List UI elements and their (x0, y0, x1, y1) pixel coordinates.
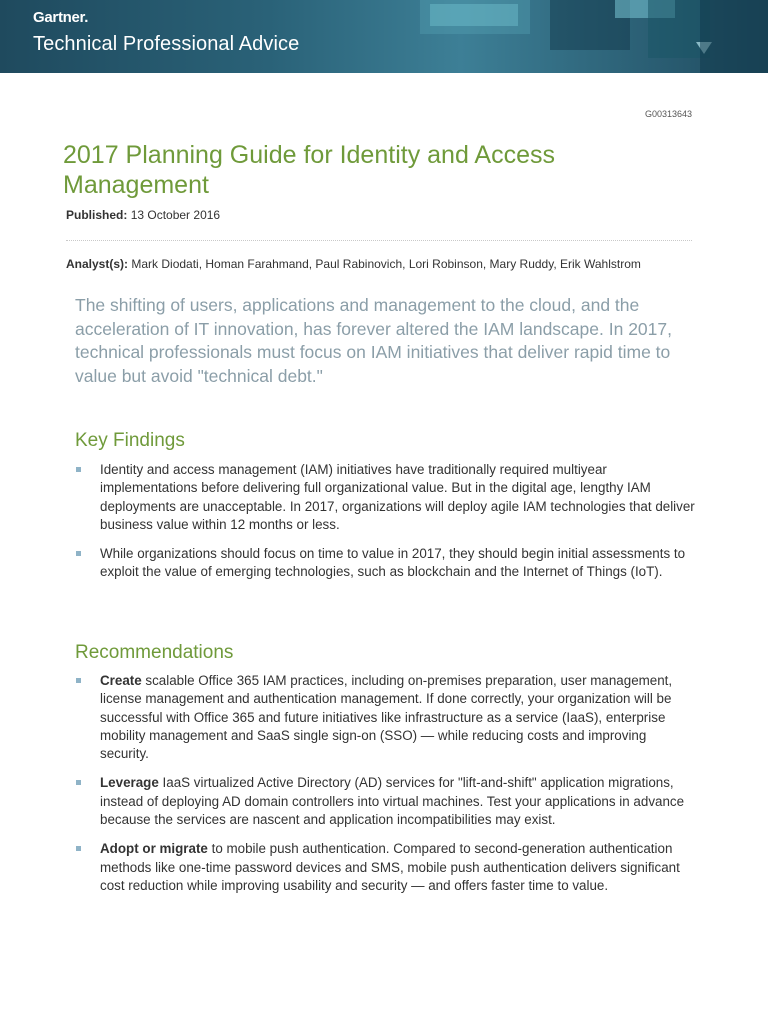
published-line (66, 208, 220, 222)
list-item (75, 840, 695, 895)
recommendations-list (75, 672, 695, 906)
recommendation-text: IaaS virtualized Active Directory (AD) services for "lift-and-shift" application migrations, instead of deploying AD domain controllers into virtual machines. Test your applications in advance because the services are nascent and application incompatibilities may exist. (100, 775, 685, 828)
list-item (75, 461, 695, 534)
recommendation-lead: Create (100, 673, 142, 688)
divider (66, 240, 692, 241)
document-title: 2017 Planning Guide for Identity and Access Management (63, 141, 555, 199)
recommendation-lead: Adopt or migrate (100, 841, 208, 857)
key-findings-list (75, 461, 695, 593)
key-findings-heading: Key Findings (75, 430, 185, 451)
list-item (75, 545, 695, 582)
recommendation-lead: Leverage (100, 775, 159, 791)
bullet-icon (76, 846, 81, 851)
recommendation-text: to mobile push authentication. Compared to second-generation authentication methods like one-time password devices and SMS, mobile push authentication delivers significant cost reduction while improving usability and security — and offers faster time to value. (100, 841, 680, 893)
finding-text: While organizations should focus on time to value in 2017, they should begin initial assessments to exploit the value of emerging technologies, such as blockchain and the Internet of Things (IoT). (100, 546, 686, 580)
document-id: G00313643 (644, 109, 692, 119)
recommendation-text: scalable Office 365 IAM practices, including on-premises preparation, user management, license management and authentication management. If done correctly, your organization will be successful with Office 365 and future initiatives like infrastructure as a service (IaaS), enterprise mobility management and SaaS single sign-on (SSO) — while reducing costs and improving security. (100, 673, 673, 762)
header-tagline: Technical Professional Advice (33, 33, 300, 55)
finding-text: Identity and access management (IAM) initiatives have traditionally required multiyear implementations before delivering full organizational value. But in the digital age, lengthy IAM deployments are unacceptable. In 2017, organizations will deploy agile IAM technologies that deliver business value within 12 months or less. (100, 462, 695, 532)
list-item (75, 672, 695, 763)
gartner-logo: Gartner. (33, 9, 89, 26)
bullet-icon (76, 678, 81, 683)
published-label: Published: (66, 208, 128, 222)
header-banner (0, 0, 768, 73)
analysts-label: Analyst(s): (66, 257, 129, 271)
summary-paragraph: The shifting of users, applications and management to the cloud, and the acceleration of IT innovation, has forever altered the IAM landscape. In 2017, technical professionals must focus on IAM initiatives that deliver rapid time to value but avoid "technical debt." (75, 295, 672, 386)
recommendations-heading: Recommendations (75, 642, 234, 663)
analysts-line (66, 257, 641, 271)
banner-graphic (400, 0, 768, 73)
analysts-names: Mark Diodati, Homan Farahmand, Paul Rabinovich, Lori Robinson, Mary Ruddy, Erik Wahlstrom (131, 257, 641, 271)
published-date: 13 October 2016 (130, 208, 221, 222)
bullet-icon (76, 467, 81, 472)
bullet-icon (76, 551, 81, 556)
list-item (75, 774, 695, 829)
bullet-icon (76, 780, 81, 785)
